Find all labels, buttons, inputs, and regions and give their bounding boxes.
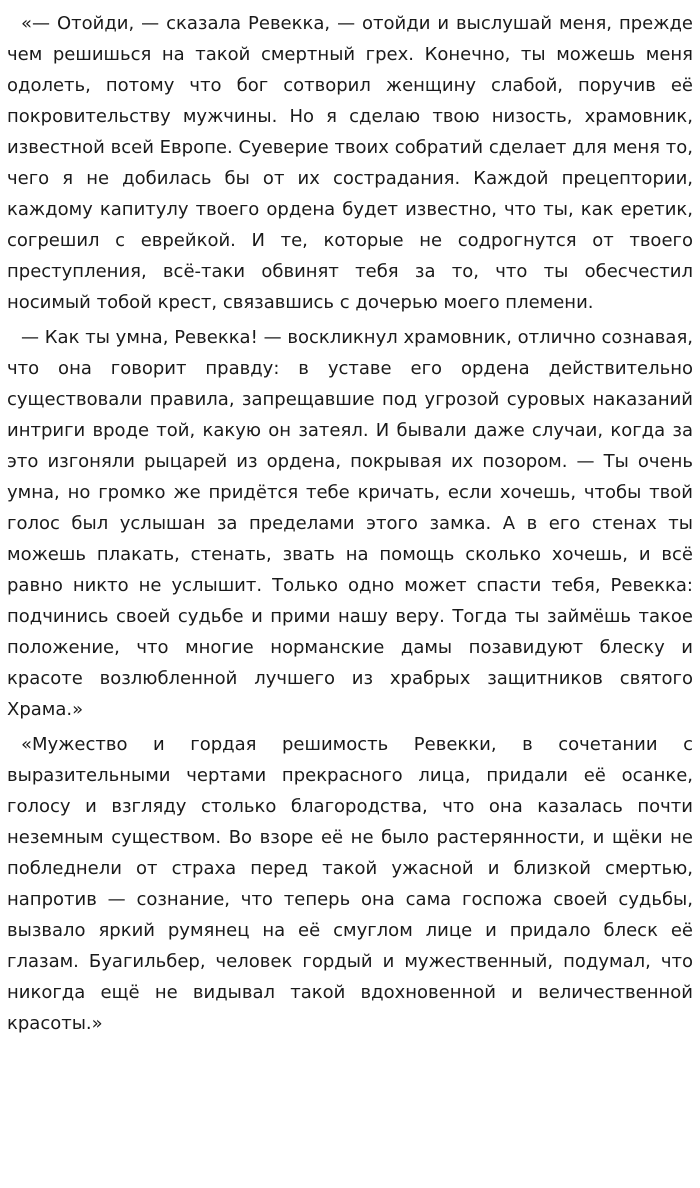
paragraph-templar-reply: — Как ты умна, Ревекка! — воскликнул храмовник, отлично сознавая, что она говорит правду: в уставе его ордена действительно существовали правила, запрещавшие под угрозой суровых наказаний интриги вроде той, какую он затеял. И бывали даже случаи, когда за это изгоняли рыцарей из ордена, покрывая их позором. — Ты очень умна, но громко же придётся тебе кричать, если хочешь, чтобы твой голос был услышан за пределами этого замка. А в его стенах ты можешь плакать, стенать, звать на помощь сколько хочешь, и всё равно никто не услышит. Только одно может спасти тебя, Ревекка: подчинись своей судьбе и прими нашу веру. Тогда ты займёшь такое положение, что многие норманские дамы позавидуют блеску и красоте возлюбленной лучшего из храбрых защитников святого Храма.» — [7, 327, 693, 720]
paragraph-narration: «Мужество и гордая решимость Ревекки, в сочетании с выразительными чертами прекрасного лица, придали её осанке, голосу и взгляду столько благородства, что она казалась почти неземным существом. Во взоре её не было растерянности, и щёки не побледнели от страха перед такой ужасной и близкой смертью, напротив — сознание, что теперь она сама госпожа своей судьбы, вызвало яркий румянец на её смуглом лице и придало блеск её глазам. Буагильбер, человек гордый и мужественный, подумал, что никогда ещё не видывал такой вдохновенной и величественной красоты.» — [7, 734, 693, 1034]
document-page — [7, 8, 693, 1043]
paragraph-rebecca-speech: «— Отойди, — сказала Ревекка, — отойди и выслушай меня, прежде чем решишься на такой смертный грех. Конечно, ты можешь меня одолеть, потому что бог сотворил женщину слабой, поручив её покровительству мужчины. Но я сделаю твою низость, храмовник, известной всей Европе. Суеверие твоих собратий сделает для меня то, чего я не добилась бы от их сострадания. Каждой прецептории, каждому капитулу твоего ордена будет известно, что ты, как еретик, согрешил с еврейкой. И те, которые не содрогнутся от твоего преступления, всё-таки обвинят тебя за то, что ты обесчестил носимый тобой крест, связавшись с дочерью моего племени. — [7, 13, 693, 313]
